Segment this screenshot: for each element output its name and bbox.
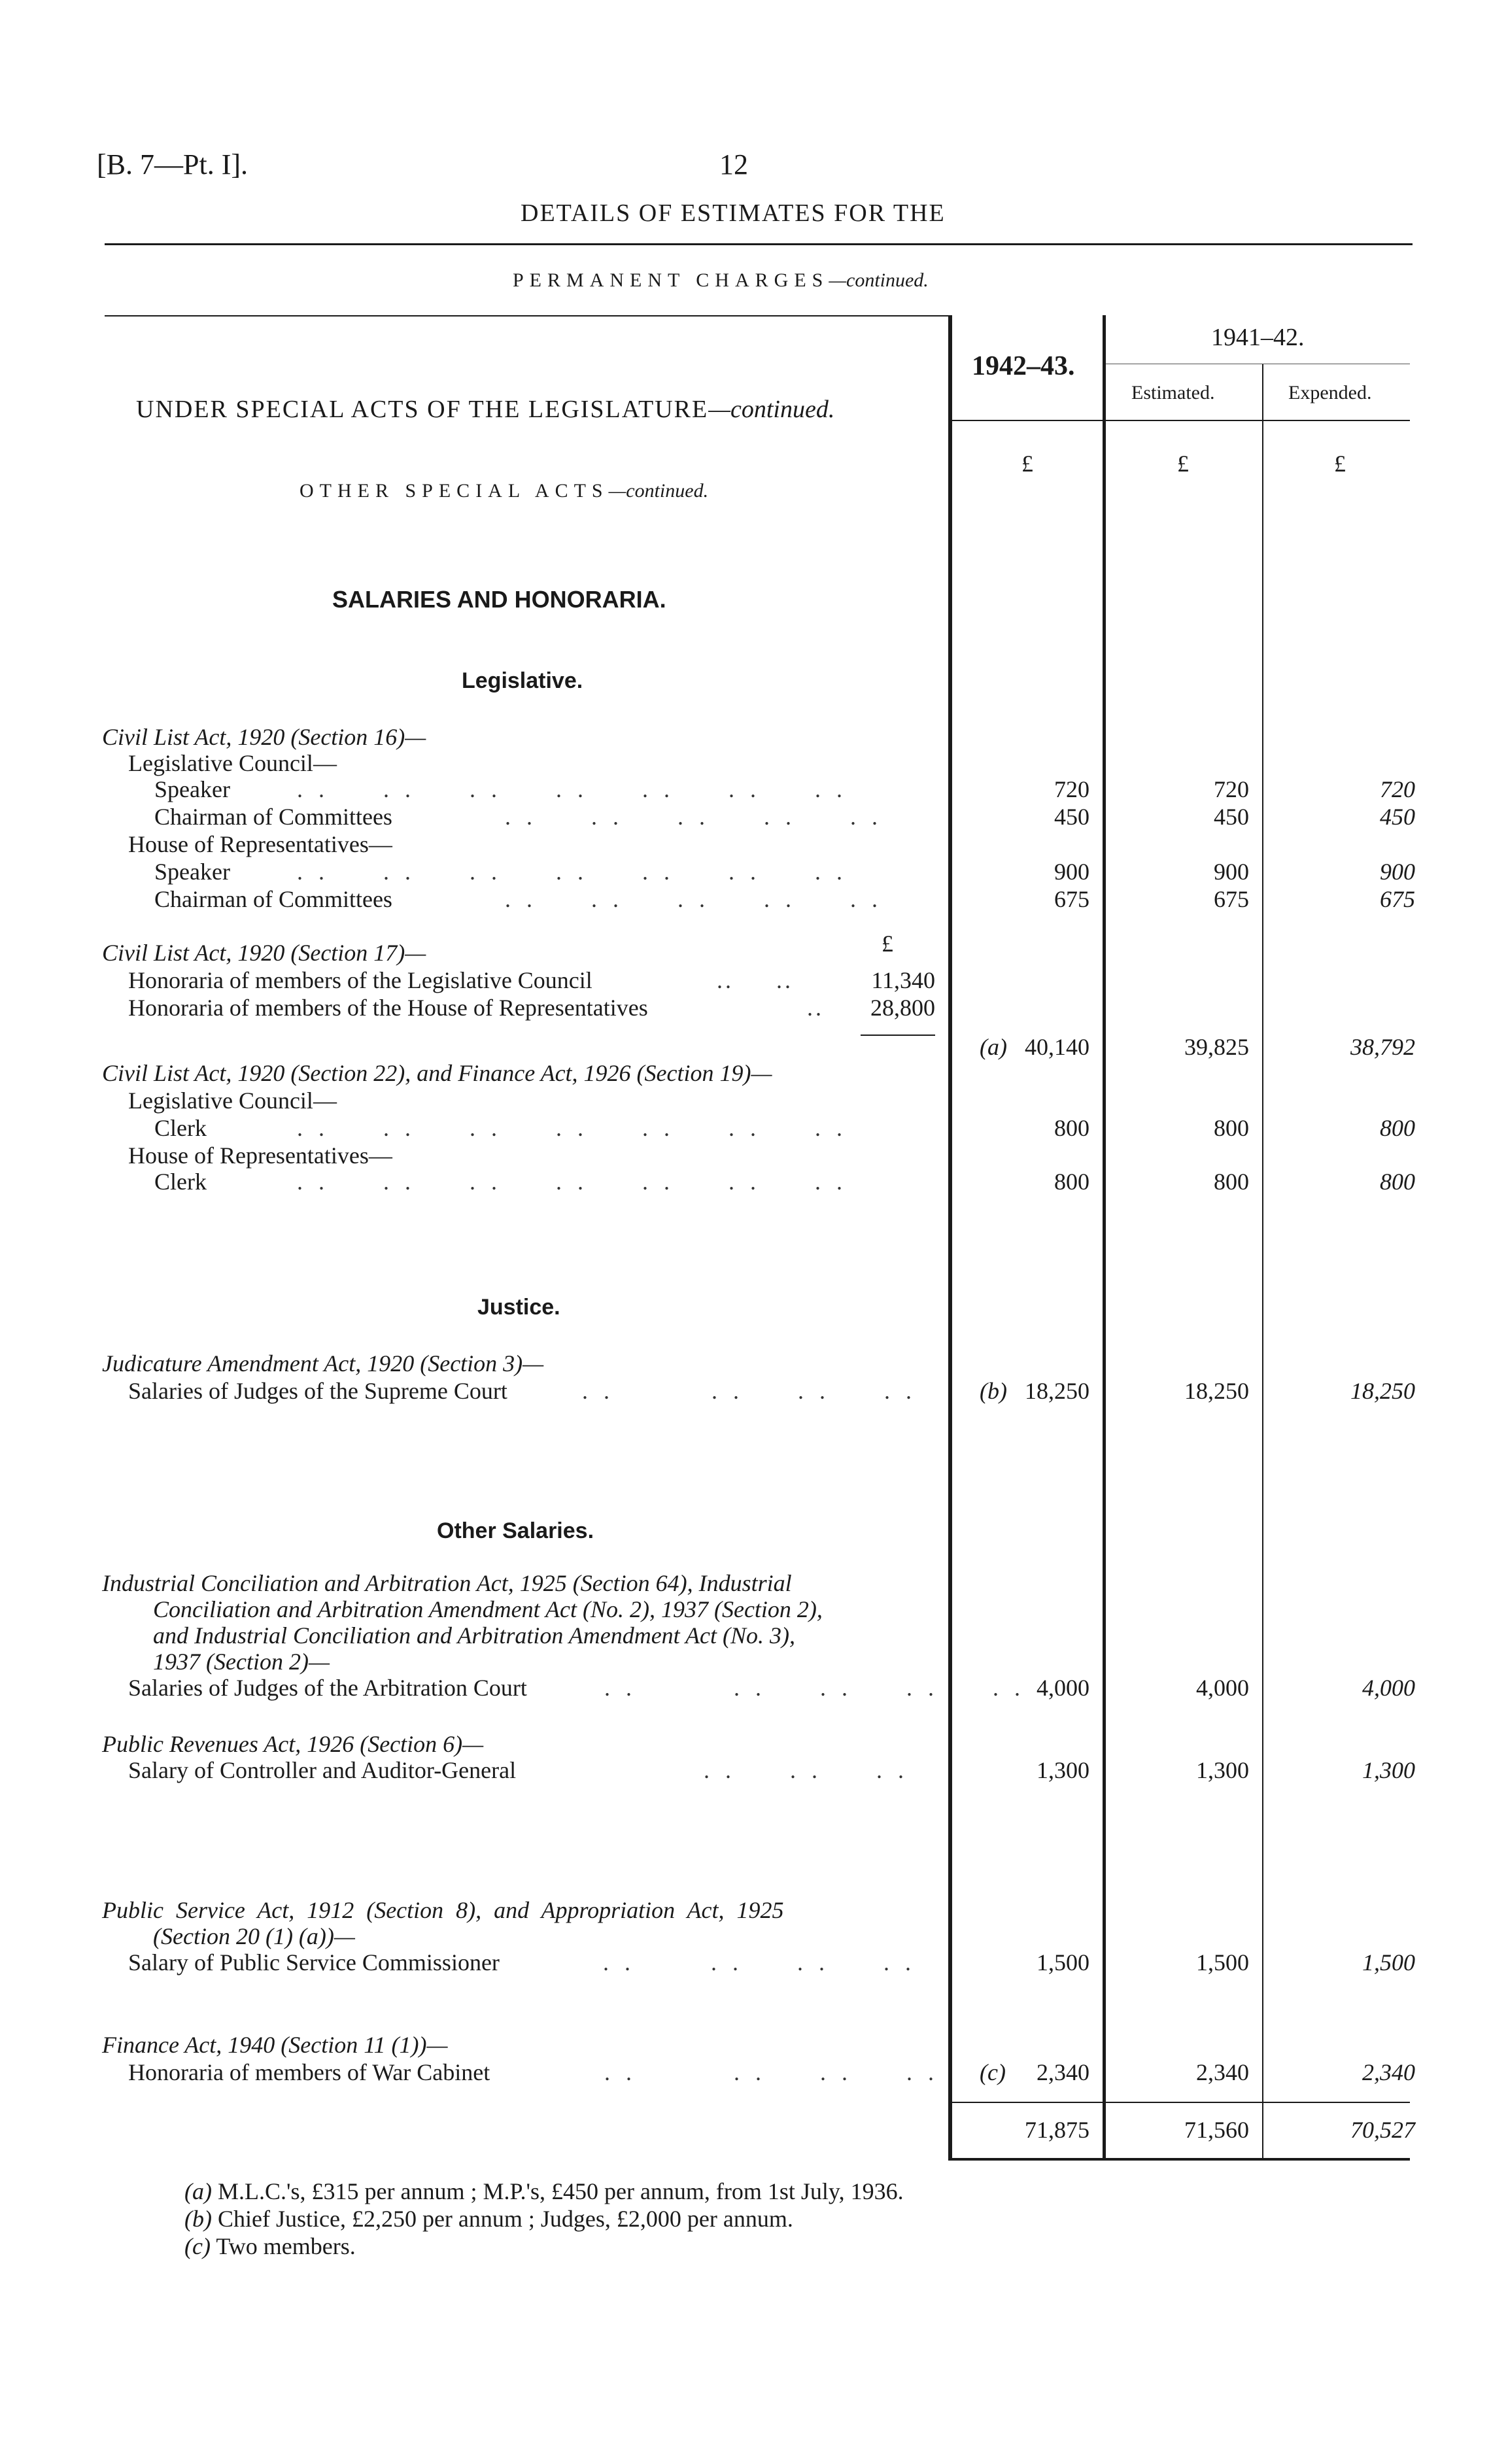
leader-dots: .. .. .. .. bbox=[604, 2059, 950, 2085]
row-label: Clerk bbox=[154, 1169, 207, 1195]
section-subheading: OTHER SPECIAL ACTS—continued. bbox=[300, 480, 709, 502]
value-estimated: 450 bbox=[1214, 804, 1249, 830]
value-1942-43: 2,340 bbox=[1037, 2059, 1089, 2085]
leader-dots: .. bbox=[807, 995, 824, 1021]
value-expended: 800 bbox=[1380, 1115, 1415, 1141]
value-1942-43: 4,000 bbox=[1037, 1675, 1089, 1701]
subgroup-label: House of Representatives— bbox=[128, 1142, 392, 1169]
act-heading: and Industrial Conciliation and Arbitration Amendment Act (No. 3), bbox=[153, 1622, 795, 1649]
document-title: DETAILS OF ESTIMATES FOR THE bbox=[521, 199, 946, 227]
value-1942-43: 450 bbox=[1054, 804, 1089, 830]
value-1942-43: 40,140 bbox=[1025, 1034, 1089, 1060]
footnote-c: (c) Two members. bbox=[184, 2233, 356, 2259]
act-heading: Judicature Amendment Act, 1920 (Section 3)— bbox=[102, 1350, 544, 1377]
group-heading-justice: Justice. bbox=[477, 1295, 560, 1320]
value-expended: 18,250 bbox=[1350, 1378, 1415, 1404]
row-label: Honoraria of members of War Cabinet bbox=[128, 2059, 490, 2085]
pound-sign: £ bbox=[1177, 451, 1189, 477]
act-heading: Civil List Act, 1920 (Section 17)— bbox=[102, 940, 426, 966]
value-expended: 900 bbox=[1380, 859, 1415, 885]
col-current-year: 1942–43. bbox=[972, 351, 1075, 381]
section-title: SALARIES AND HONORARIA. bbox=[332, 586, 666, 613]
act-heading: Public Service Act, 1912 (Section 8), and Appropriation Act, 1925 bbox=[102, 1897, 784, 1923]
footnote-a: (a) M.L.C.'s, £315 per annum ; M.P.'s, £450 per annum, from 1st July, 1936. bbox=[184, 2178, 904, 2204]
row-label: Chairman of Committees bbox=[154, 804, 392, 830]
honoraria-lc-label: Honoraria of members of the Legislative Council bbox=[128, 967, 592, 993]
value-expended: 38,792 bbox=[1350, 1034, 1415, 1060]
value-1942-43: 720 bbox=[1054, 776, 1089, 802]
header-rule bbox=[105, 243, 1413, 245]
act-heading: Civil List Act, 1920 (Section 22), and Finance Act, 1926 (Section 19)— bbox=[102, 1060, 772, 1086]
value-estimated: 1,500 bbox=[1196, 1949, 1249, 1976]
value-estimated: 675 bbox=[1214, 886, 1249, 912]
total-1942-43: 71,875 bbox=[1025, 2117, 1089, 2143]
footnote-ref: (b) bbox=[980, 1378, 1007, 1404]
value-1942-43: 900 bbox=[1054, 859, 1089, 885]
row-label: Chairman of Committees bbox=[154, 886, 392, 912]
subgroup-label: Legislative Council— bbox=[128, 1087, 337, 1114]
value-expended: 4,000 bbox=[1362, 1675, 1415, 1701]
total-expended: 70,527 bbox=[1350, 2117, 1415, 2143]
act-heading: Industrial Conciliation and Arbitration Act, 1925 (Section 64), Industrial bbox=[102, 1570, 792, 1596]
subgroup-label: House of Representatives— bbox=[128, 831, 392, 857]
total-rule-bottom bbox=[948, 2158, 1410, 2161]
row-label: Salaries of Judges of the Supreme Court bbox=[128, 1378, 507, 1404]
row-label: Speaker bbox=[154, 859, 230, 885]
total-estimated: 71,560 bbox=[1184, 2117, 1249, 2143]
leader-dots: .. .. .. .. .. bbox=[505, 804, 893, 830]
value-estimated: 39,825 bbox=[1184, 1034, 1249, 1060]
value-1942-43: 675 bbox=[1054, 886, 1089, 912]
value-estimated: 1,300 bbox=[1196, 1757, 1249, 1783]
column-rule-mid bbox=[1103, 315, 1106, 2158]
col-prev-year: 1941–42. bbox=[1211, 324, 1305, 351]
act-heading: (Section 20 (1) (a))— bbox=[153, 1923, 355, 1949]
column-header-rule bbox=[952, 420, 1410, 421]
pound-sign: £ bbox=[1334, 451, 1346, 477]
honoraria-hr-label: Honoraria of members of the House of Representatives bbox=[128, 995, 648, 1021]
page-number: 12 bbox=[719, 148, 748, 180]
act-heading: 1937 (Section 2)— bbox=[153, 1649, 330, 1675]
value-1942-43: 800 bbox=[1054, 1169, 1089, 1195]
column-rule-right bbox=[1262, 364, 1263, 2158]
col-estimated: Estimated. bbox=[1131, 382, 1215, 403]
subtitle-rule bbox=[105, 315, 948, 317]
value-estimated: 800 bbox=[1214, 1169, 1249, 1195]
page-reference: [B. 7—Pt. I]. bbox=[97, 148, 248, 180]
act-heading: Conciliation and Arbitration Amendment Act (No. 2), 1937 (Section 2), bbox=[153, 1596, 823, 1622]
act-heading: Civil List Act, 1920 (Section 16)— bbox=[102, 724, 426, 750]
row-label: Salary of Public Service Commissioner bbox=[128, 1949, 500, 1976]
row-label: Clerk bbox=[154, 1115, 207, 1141]
value-expended: 2,340 bbox=[1362, 2059, 1415, 2085]
leader-dots: .. .. .. .. .. .. .. bbox=[297, 1115, 858, 1141]
value-1942-43: 1,300 bbox=[1037, 1757, 1089, 1783]
footnote-b: (b) Chief Justice, £2,250 per annum ; Judges, £2,000 per annum. bbox=[184, 2206, 793, 2232]
value-expended: 800 bbox=[1380, 1169, 1415, 1195]
value-1942-43: 1,500 bbox=[1037, 1949, 1089, 1976]
row-label: Salary of Controller and Auditor-General bbox=[128, 1757, 517, 1783]
honoraria-lc-amount: 11,340 bbox=[871, 967, 935, 993]
leader-dots: .. .. .. .. .. .. .. bbox=[297, 776, 858, 802]
value-expended: 450 bbox=[1380, 804, 1415, 830]
total-rule-top bbox=[948, 2102, 1410, 2103]
footnote-ref: (c) bbox=[980, 2059, 1006, 2085]
value-estimated: 800 bbox=[1214, 1115, 1249, 1141]
leader-dots: .. .. .. .. .. .. .. bbox=[297, 859, 858, 885]
leader-dots: .. .. .. .. .. bbox=[505, 886, 893, 912]
subtotal-rule bbox=[861, 1035, 935, 1036]
value-estimated: 900 bbox=[1214, 859, 1249, 885]
value-estimated: 2,340 bbox=[1196, 2059, 1249, 2085]
leader-dots: .. .. .. .. .. .. .. bbox=[297, 1169, 858, 1195]
pound-sign: £ bbox=[882, 931, 893, 957]
act-heading: Finance Act, 1940 (Section 11 (1))— bbox=[102, 2032, 448, 2058]
leader-dots: .. .. .. .. .. bbox=[604, 1675, 1036, 1701]
leader-dots: .. .. .. bbox=[704, 1757, 919, 1783]
honoraria-hr-amount: 28,800 bbox=[870, 995, 935, 1021]
footnote-ref: (a) bbox=[980, 1034, 1007, 1060]
subgroup-label: Legislative Council— bbox=[128, 750, 337, 776]
value-1942-43: 18,250 bbox=[1025, 1378, 1089, 1404]
value-expended: 720 bbox=[1380, 776, 1415, 802]
column-rule-left bbox=[948, 315, 952, 2158]
value-estimated: 720 bbox=[1214, 776, 1249, 802]
pound-sign: £ bbox=[1021, 451, 1033, 477]
value-estimated: 18,250 bbox=[1184, 1378, 1249, 1404]
group-heading-legislative: Legislative. bbox=[462, 668, 583, 693]
value-estimated: 4,000 bbox=[1196, 1675, 1249, 1701]
group-heading-other-salaries: Other Salaries. bbox=[437, 1518, 594, 1543]
col-expended: Expended. bbox=[1288, 382, 1372, 403]
row-label: Speaker bbox=[154, 776, 230, 802]
value-expended: 1,300 bbox=[1362, 1757, 1415, 1783]
leader-dots: .. .. bbox=[717, 967, 793, 993]
value-expended: 675 bbox=[1380, 886, 1415, 912]
section-subtitle: PERMANENT CHARGES—continued. bbox=[513, 269, 929, 291]
section-heading: UNDER SPECIAL ACTS OF THE LEGISLATURE—continued. bbox=[136, 396, 835, 423]
value-1942-43: 800 bbox=[1054, 1115, 1089, 1141]
leader-dots: .. .. .. .. bbox=[603, 1949, 927, 1976]
leader-dots: .. .. .. .. bbox=[582, 1378, 927, 1404]
act-heading: Public Revenues Act, 1926 (Section 6)— bbox=[102, 1731, 484, 1757]
value-expended: 1,500 bbox=[1362, 1949, 1415, 1976]
row-label: Salaries of Judges of the Arbitration Court bbox=[128, 1675, 527, 1701]
